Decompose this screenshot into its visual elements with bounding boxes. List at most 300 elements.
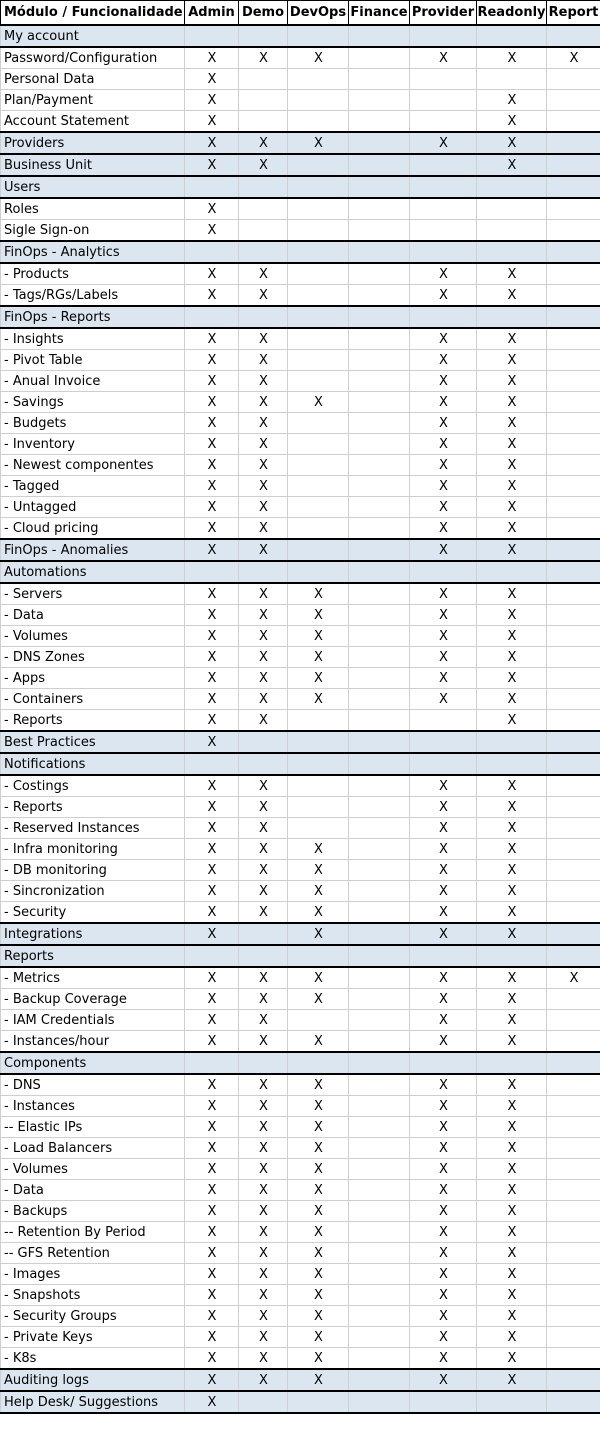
permission-cell: X xyxy=(410,1201,477,1222)
row-label: Reports xyxy=(1,945,185,967)
permission-cell: X xyxy=(288,47,349,69)
table-row xyxy=(1,668,600,689)
table-row xyxy=(1,1222,600,1243)
permission-cell: X xyxy=(410,263,477,285)
row-label: - Metrics xyxy=(1,967,185,989)
permission-cell xyxy=(547,1327,600,1348)
permission-cell: X xyxy=(288,668,349,689)
permission-cell: X xyxy=(239,1180,288,1201)
permission-cell: X xyxy=(185,1096,239,1117)
permission-cell xyxy=(410,753,477,775)
permission-cell: X xyxy=(547,967,600,989)
permission-cell xyxy=(349,539,410,561)
header-finance: Finance xyxy=(349,1,410,26)
permission-cell xyxy=(349,1285,410,1306)
table-section-row xyxy=(1,306,600,328)
permission-cell: X xyxy=(185,967,239,989)
permission-cell: X xyxy=(185,1264,239,1285)
permission-cell xyxy=(239,220,288,242)
permission-cell xyxy=(239,241,288,263)
permission-cell: X xyxy=(239,371,288,392)
permission-cell xyxy=(349,818,410,839)
table-row xyxy=(1,626,600,647)
permission-cell xyxy=(547,25,600,47)
permission-cell xyxy=(349,25,410,47)
permission-cell xyxy=(547,1010,600,1031)
row-label: FinOps - Reports xyxy=(1,306,185,328)
table-row xyxy=(1,1264,600,1285)
permission-cell: X xyxy=(477,154,547,176)
table-row xyxy=(1,881,600,902)
permission-cell: X xyxy=(477,989,547,1010)
permission-cell xyxy=(288,154,349,176)
permission-cell xyxy=(239,753,288,775)
permission-cell xyxy=(349,839,410,860)
permission-cell: X xyxy=(185,710,239,732)
permission-cell: X xyxy=(288,902,349,924)
permission-cell xyxy=(410,241,477,263)
permission-cell xyxy=(349,1159,410,1180)
header-admin: Admin xyxy=(185,1,239,26)
permission-cell xyxy=(349,753,410,775)
permission-cell: X xyxy=(410,1010,477,1031)
permission-cell: X xyxy=(410,1031,477,1053)
permission-cell xyxy=(547,1369,600,1391)
row-label: - Savings xyxy=(1,392,185,413)
header-demo: Demo xyxy=(239,1,288,26)
permission-cell xyxy=(410,710,477,732)
row-label: - DB monitoring xyxy=(1,860,185,881)
permission-cell: X xyxy=(185,90,239,111)
permission-cell xyxy=(547,392,600,413)
permission-cell: X xyxy=(410,497,477,518)
table-row xyxy=(1,328,600,350)
permission-cell: X xyxy=(410,923,477,945)
permission-cell xyxy=(547,1348,600,1370)
permission-cell xyxy=(410,561,477,583)
permission-cell: X xyxy=(288,1264,349,1285)
permission-cell xyxy=(349,1264,410,1285)
permission-cell xyxy=(349,731,410,753)
permission-cell: X xyxy=(185,923,239,945)
table-row xyxy=(1,518,600,540)
table-section-row xyxy=(1,1391,600,1413)
permission-cell xyxy=(349,328,410,350)
permission-cell: X xyxy=(288,689,349,710)
permission-cell: X xyxy=(410,1138,477,1159)
table-row xyxy=(1,90,600,111)
permission-cell xyxy=(239,25,288,47)
row-label: - Instances xyxy=(1,1096,185,1117)
permission-cell xyxy=(547,647,600,668)
permission-cell xyxy=(477,241,547,263)
permission-cell: X xyxy=(477,923,547,945)
table-row xyxy=(1,1117,600,1138)
row-label: Help Desk/ Suggestions xyxy=(1,1391,185,1413)
permission-cell: X xyxy=(185,1180,239,1201)
permission-cell: X xyxy=(477,1369,547,1391)
permission-cell: X xyxy=(185,1138,239,1159)
permission-cell xyxy=(288,90,349,111)
permission-cell: X xyxy=(185,583,239,605)
permission-cell xyxy=(185,176,239,198)
permission-cell: X xyxy=(185,1031,239,1053)
permission-cell: X xyxy=(185,1391,239,1413)
permission-cell: X xyxy=(185,350,239,371)
row-label: Password/Configuration xyxy=(1,47,185,69)
permission-cell: X xyxy=(410,583,477,605)
permission-cell xyxy=(349,518,410,540)
permission-cell: X xyxy=(239,518,288,540)
permission-cell: X xyxy=(239,285,288,307)
permission-cell xyxy=(349,455,410,476)
table-row xyxy=(1,69,600,90)
permission-cell: X xyxy=(288,860,349,881)
permission-cell: X xyxy=(185,539,239,561)
permission-cell xyxy=(547,561,600,583)
permission-cell xyxy=(185,753,239,775)
permission-cell: X xyxy=(288,132,349,154)
permission-cell: X xyxy=(410,1180,477,1201)
permission-cell xyxy=(547,1201,600,1222)
table-row xyxy=(1,413,600,434)
permission-cell: X xyxy=(410,1096,477,1117)
table-row xyxy=(1,605,600,626)
permission-cell xyxy=(349,1180,410,1201)
row-label: - Costings xyxy=(1,775,185,797)
permission-cell: X xyxy=(239,605,288,626)
permission-cell: X xyxy=(477,1010,547,1031)
permission-cell: X xyxy=(239,328,288,350)
permission-cell xyxy=(477,945,547,967)
permission-cell: X xyxy=(239,1138,288,1159)
permission-cell xyxy=(288,775,349,797)
header-row xyxy=(1,1,600,26)
permission-cell xyxy=(410,306,477,328)
table-row xyxy=(1,775,600,797)
permission-cell xyxy=(547,1222,600,1243)
permission-cell xyxy=(477,176,547,198)
permission-cell: X xyxy=(185,1074,239,1096)
header-module: Módulo / Funcionalidade xyxy=(1,1,185,26)
table-row xyxy=(1,1180,600,1201)
permission-cell: X xyxy=(239,1096,288,1117)
permission-cell: X xyxy=(477,1159,547,1180)
permission-cell xyxy=(547,626,600,647)
permission-cell xyxy=(239,90,288,111)
permission-cell: X xyxy=(288,1243,349,1264)
permission-cell xyxy=(288,263,349,285)
permission-cell xyxy=(547,689,600,710)
permission-cell xyxy=(239,923,288,945)
permission-cell xyxy=(288,1010,349,1031)
permission-cell xyxy=(288,497,349,518)
permission-cell: X xyxy=(410,47,477,69)
permission-cell xyxy=(349,132,410,154)
permission-cell: X xyxy=(239,1285,288,1306)
permission-cell: X xyxy=(288,605,349,626)
permission-cell: X xyxy=(288,1285,349,1306)
permission-cell: X xyxy=(239,647,288,668)
row-label: Notifications xyxy=(1,753,185,775)
permission-cell: X xyxy=(477,132,547,154)
permission-cell: X xyxy=(239,967,288,989)
permission-cell xyxy=(349,583,410,605)
permission-cell xyxy=(349,1117,410,1138)
permission-cell: X xyxy=(185,47,239,69)
permission-cell: X xyxy=(410,860,477,881)
permission-cell: X xyxy=(239,1159,288,1180)
row-label: - Untagged xyxy=(1,497,185,518)
permission-cell: X xyxy=(185,198,239,220)
permission-cell: X xyxy=(477,47,547,69)
permission-cell xyxy=(547,1159,600,1180)
permission-cell: X xyxy=(239,47,288,69)
permission-cell: X xyxy=(288,1117,349,1138)
permission-cell xyxy=(547,1391,600,1413)
permission-cell: X xyxy=(410,775,477,797)
permission-cell xyxy=(288,111,349,133)
permission-cell: X xyxy=(185,132,239,154)
permission-cell: X xyxy=(185,263,239,285)
permission-cell: X xyxy=(185,497,239,518)
permission-cell: X xyxy=(239,818,288,839)
row-label: Account Statement xyxy=(1,111,185,133)
permission-cell: X xyxy=(239,263,288,285)
permission-cell xyxy=(349,1052,410,1074)
permission-cell: X xyxy=(410,1264,477,1285)
permission-cell: X xyxy=(288,1369,349,1391)
permission-cell xyxy=(477,753,547,775)
permission-cell xyxy=(288,25,349,47)
permission-cell: X xyxy=(477,668,547,689)
permission-cell xyxy=(547,241,600,263)
row-label: Plan/Payment xyxy=(1,90,185,111)
table-row xyxy=(1,198,600,220)
permission-cell xyxy=(185,241,239,263)
row-label: My account xyxy=(1,25,185,47)
row-label: - Images xyxy=(1,1264,185,1285)
row-label: - Security xyxy=(1,902,185,924)
permission-cell xyxy=(349,1010,410,1031)
permission-cell: X xyxy=(477,1138,547,1159)
row-label: - IAM Credentials xyxy=(1,1010,185,1031)
permission-cell xyxy=(349,434,410,455)
permission-cell: X xyxy=(185,902,239,924)
permission-cell: X xyxy=(288,881,349,902)
permission-cell: X xyxy=(477,1180,547,1201)
row-label: Providers xyxy=(1,132,185,154)
permission-cell: X xyxy=(239,1010,288,1031)
permission-cell: X xyxy=(477,434,547,455)
permission-cell: X xyxy=(239,775,288,797)
permission-cell xyxy=(349,154,410,176)
table-section-row xyxy=(1,1052,600,1074)
permission-cell: X xyxy=(185,1327,239,1348)
permission-cell: X xyxy=(410,839,477,860)
table-row xyxy=(1,220,600,242)
permission-cell: X xyxy=(477,1096,547,1117)
row-label: - Products xyxy=(1,263,185,285)
permission-cell: X xyxy=(185,518,239,540)
permission-cell: X xyxy=(477,1222,547,1243)
permission-cell xyxy=(477,198,547,220)
permission-cell xyxy=(288,434,349,455)
permission-cell xyxy=(288,518,349,540)
permission-cell: X xyxy=(288,583,349,605)
row-label: - Data xyxy=(1,1180,185,1201)
table-row xyxy=(1,1159,600,1180)
row-label: - Insights xyxy=(1,328,185,350)
permission-cell xyxy=(239,69,288,90)
permission-cell: X xyxy=(239,392,288,413)
permission-cell xyxy=(288,731,349,753)
permission-cell: X xyxy=(288,1222,349,1243)
row-label: - DNS xyxy=(1,1074,185,1096)
row-label: - Backups xyxy=(1,1201,185,1222)
table-row xyxy=(1,583,600,605)
permission-cell xyxy=(547,1180,600,1201)
permission-cell xyxy=(547,518,600,540)
permission-cell: X xyxy=(288,989,349,1010)
permission-cell xyxy=(288,69,349,90)
permission-cell: X xyxy=(185,605,239,626)
permission-cell xyxy=(410,90,477,111)
permission-cell xyxy=(410,1391,477,1413)
permission-cell xyxy=(477,1391,547,1413)
permission-cell: X xyxy=(185,881,239,902)
permission-cell: X xyxy=(288,839,349,860)
row-label: Best Practices xyxy=(1,731,185,753)
permission-cell: X xyxy=(288,923,349,945)
permission-cell xyxy=(349,220,410,242)
permission-cell: X xyxy=(410,539,477,561)
permission-cell xyxy=(349,285,410,307)
permission-cell: X xyxy=(185,434,239,455)
table-row xyxy=(1,497,600,518)
row-label: - Pivot Table xyxy=(1,350,185,371)
permission-cell xyxy=(410,25,477,47)
permission-cell: X xyxy=(477,1074,547,1096)
permission-cell: X xyxy=(239,626,288,647)
table-section-row xyxy=(1,1369,600,1391)
permission-cell: X xyxy=(477,328,547,350)
permission-cell: X xyxy=(547,47,600,69)
row-label: FinOps - Analytics xyxy=(1,241,185,263)
header-report: Report xyxy=(547,1,600,26)
row-label: - Private Keys xyxy=(1,1327,185,1348)
permission-cell: X xyxy=(185,220,239,242)
permission-cell: X xyxy=(185,1306,239,1327)
permission-cell: X xyxy=(239,350,288,371)
permission-cell: X xyxy=(477,583,547,605)
permission-cell: X xyxy=(239,839,288,860)
permission-cell xyxy=(547,1052,600,1074)
table-section-row xyxy=(1,154,600,176)
permission-cell: X xyxy=(185,1348,239,1370)
permission-cell: X xyxy=(288,1031,349,1053)
permission-cell: X xyxy=(239,455,288,476)
permission-cell xyxy=(547,731,600,753)
permission-cell xyxy=(349,198,410,220)
row-label: FinOps - Anomalies xyxy=(1,539,185,561)
header-provider: Provider xyxy=(410,1,477,26)
permission-cell: X xyxy=(410,881,477,902)
permission-cell: X xyxy=(185,1201,239,1222)
permission-cell: X xyxy=(410,1348,477,1370)
permission-cell xyxy=(477,731,547,753)
permission-cell: X xyxy=(288,1180,349,1201)
permission-cell: X xyxy=(239,881,288,902)
permission-cell xyxy=(349,989,410,1010)
permission-cell: X xyxy=(410,371,477,392)
table-row xyxy=(1,989,600,1010)
permission-cell xyxy=(349,689,410,710)
table-row xyxy=(1,1306,600,1327)
row-label: - DNS Zones xyxy=(1,647,185,668)
permission-cell: X xyxy=(239,132,288,154)
permission-cell: X xyxy=(410,626,477,647)
permission-cell xyxy=(349,1243,410,1264)
permission-cell: X xyxy=(477,710,547,732)
permission-cell: X xyxy=(239,154,288,176)
table-row xyxy=(1,647,600,668)
permission-cell xyxy=(547,539,600,561)
permission-cell: X xyxy=(239,668,288,689)
table-row xyxy=(1,1285,600,1306)
table-section-row xyxy=(1,241,600,263)
permission-cell: X xyxy=(239,497,288,518)
permission-cell xyxy=(547,176,600,198)
permission-cell xyxy=(547,839,600,860)
permission-cell: X xyxy=(410,668,477,689)
permission-cell xyxy=(477,306,547,328)
permission-cell: X xyxy=(288,1096,349,1117)
permission-cell xyxy=(349,350,410,371)
permission-cell: X xyxy=(410,1117,477,1138)
permission-cell xyxy=(288,306,349,328)
permission-cell: X xyxy=(477,1264,547,1285)
permission-cell: X xyxy=(185,818,239,839)
permission-cell xyxy=(288,198,349,220)
row-label: Business Unit xyxy=(1,154,185,176)
permission-cell xyxy=(185,306,239,328)
permission-cell: X xyxy=(477,1306,547,1327)
permission-cell xyxy=(477,220,547,242)
row-label: - Tagged xyxy=(1,476,185,497)
permission-cell xyxy=(410,111,477,133)
row-label: - Servers xyxy=(1,583,185,605)
permission-cell: X xyxy=(239,1327,288,1348)
table-section-row xyxy=(1,25,600,47)
permission-cell xyxy=(349,1201,410,1222)
row-label: Components xyxy=(1,1052,185,1074)
permission-cell xyxy=(349,923,410,945)
permission-cell xyxy=(410,154,477,176)
permission-cell: X xyxy=(239,902,288,924)
permission-cell: X xyxy=(185,731,239,753)
permission-cell: X xyxy=(477,111,547,133)
permission-cell: X xyxy=(239,860,288,881)
permission-cell: X xyxy=(410,605,477,626)
row-label: Personal Data xyxy=(1,69,185,90)
permission-cell: X xyxy=(410,797,477,818)
permission-cell xyxy=(349,605,410,626)
permission-cell: X xyxy=(410,1306,477,1327)
permission-cell xyxy=(547,306,600,328)
permission-cell xyxy=(349,263,410,285)
permission-cell: X xyxy=(185,797,239,818)
